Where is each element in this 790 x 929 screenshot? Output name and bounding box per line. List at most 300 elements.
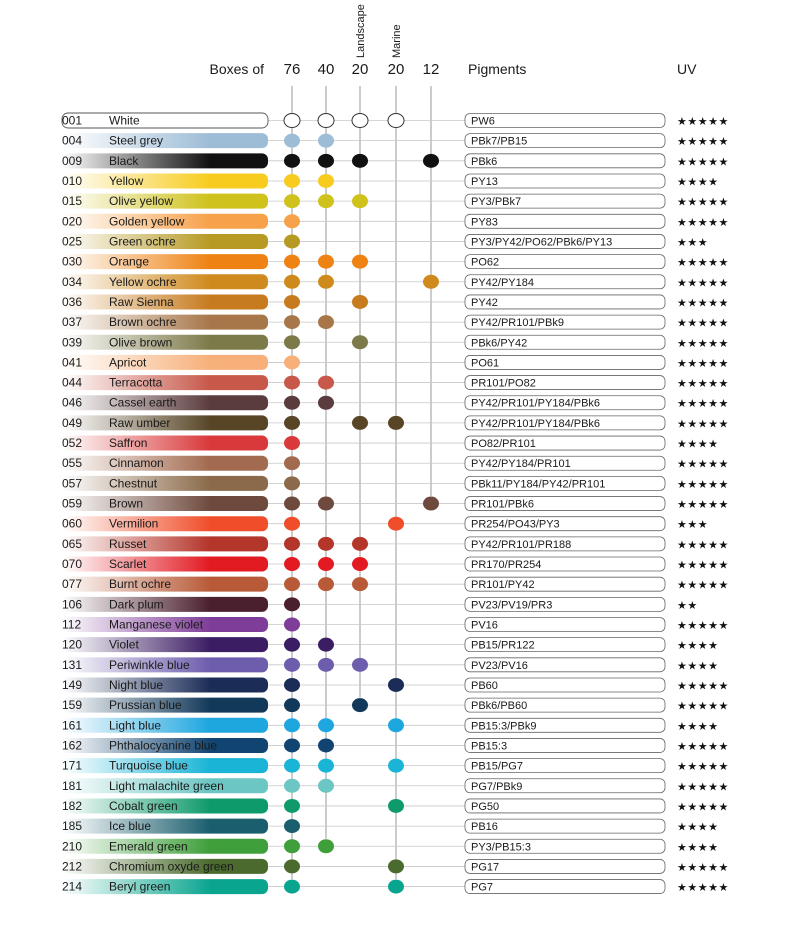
- color-swatch-bar: [62, 536, 268, 551]
- color-row: [62, 577, 729, 592]
- pigment-text: PBk6/PY42: [471, 337, 528, 350]
- color-swatch-bar: [62, 113, 268, 128]
- box-dot-2: [352, 295, 368, 309]
- color-code: 020: [62, 214, 83, 229]
- pigment-box: [465, 114, 665, 128]
- color-row: [62, 677, 729, 692]
- color-name: Turquoise blue: [109, 758, 188, 773]
- box-dot-3: [388, 718, 404, 732]
- pigment-text: PB15/PR122: [471, 639, 535, 652]
- color-code: 131: [62, 657, 83, 672]
- pigment-text: PG7/PBk9: [471, 780, 523, 793]
- color-code: 060: [62, 516, 83, 531]
- box-dot-1: [318, 537, 334, 551]
- color-row: [62, 395, 729, 410]
- color-name: Raw umber: [109, 415, 171, 430]
- color-row: [62, 133, 729, 148]
- box-dot-3: [388, 678, 404, 692]
- color-code: 106: [62, 597, 83, 612]
- color-code: 015: [62, 194, 83, 209]
- color-row: [62, 778, 729, 793]
- color-code: 162: [62, 738, 83, 753]
- box-dot-0: [284, 819, 300, 833]
- color-row: [62, 214, 729, 229]
- color-name: Orange: [109, 254, 150, 269]
- color-swatch-bar: [62, 637, 268, 652]
- uv-rating: ★★★★★: [677, 316, 729, 330]
- color-code: 052: [62, 436, 83, 451]
- color-row: [62, 657, 718, 672]
- box-dot-2: [352, 335, 368, 349]
- color-name: Russet: [109, 536, 147, 551]
- box-dot-1: [318, 154, 334, 168]
- box-dot-3: [388, 799, 404, 813]
- color-name: Periwinkle blue: [109, 657, 190, 672]
- color-row: [62, 476, 729, 491]
- pigment-text: PB15:3/PBk9: [471, 720, 537, 733]
- box-dot-0: [284, 355, 300, 369]
- box-dot-1: [318, 759, 334, 773]
- color-code: 161: [62, 718, 83, 733]
- uv-rating: ★★★★★: [677, 195, 729, 209]
- color-name: Prussian blue: [109, 698, 182, 713]
- uv-rating: ★★★★★: [677, 498, 729, 512]
- pigment-text: PB16: [471, 821, 498, 834]
- color-row: [62, 355, 729, 370]
- pigment-box: [465, 880, 665, 894]
- color-code: 034: [62, 274, 83, 289]
- box-dot-0: [284, 436, 300, 450]
- box-dot-0: [284, 134, 300, 148]
- box-dot-1: [318, 134, 334, 148]
- color-name: Violet: [109, 637, 139, 652]
- color-row: [62, 234, 708, 249]
- color-code: 159: [62, 698, 83, 713]
- color-row: [62, 315, 729, 330]
- box-dot-1: [318, 638, 334, 652]
- pigment-text: PO82/PR101: [471, 438, 536, 451]
- box-dot-0: [284, 597, 300, 611]
- pigment-text: PBk11/PY184/PY42/PR101: [471, 478, 606, 491]
- color-name: Golden yellow: [109, 214, 185, 229]
- box-dot-4: [423, 497, 439, 511]
- pigment-text: PW6: [471, 115, 495, 128]
- pigment-text: PY42: [471, 296, 498, 309]
- color-code: 171: [62, 758, 83, 773]
- box-dot-1: [318, 114, 334, 128]
- uv-rating: ★★★★: [677, 719, 719, 733]
- uv-rating: ★★★: [677, 518, 709, 532]
- color-swatch-bar: [62, 133, 268, 148]
- uv-rating: ★★★★★: [677, 800, 729, 814]
- color-code: 041: [62, 355, 83, 370]
- uv-rating: ★★★★★: [677, 477, 729, 491]
- color-row: [62, 597, 698, 612]
- color-row: [62, 274, 729, 289]
- color-row: [62, 698, 729, 713]
- color-name: Brown: [109, 496, 144, 511]
- color-swatch-bar: [62, 476, 268, 491]
- box-dot-3: [388, 859, 404, 873]
- pigment-text: PR170/PR254: [471, 559, 542, 572]
- pigment-text: PR101/PY42: [471, 579, 535, 592]
- color-name: Ice blue: [109, 819, 152, 834]
- box-dot-1: [318, 577, 334, 591]
- uv-rating: ★★★★★: [677, 155, 729, 169]
- uv-rating: ★★★★★: [677, 215, 729, 229]
- uv-rating: ★★★★★: [677, 619, 729, 632]
- uv-rating: ★★★★: [677, 820, 719, 834]
- box-dot-1: [318, 275, 334, 289]
- pigment-text: PY42/PR101/PY184/PBk6: [471, 417, 601, 430]
- box-dot-1: [318, 396, 334, 410]
- color-name: Green ochre: [109, 234, 176, 249]
- color-swatch-bar: [62, 173, 268, 188]
- color-row: [62, 798, 729, 813]
- color-row: [62, 415, 729, 430]
- color-code: 070: [62, 557, 83, 572]
- color-name: Manganese violet: [109, 617, 204, 632]
- color-row: [62, 879, 729, 894]
- color-code: 001: [62, 113, 83, 128]
- pigment-text: PG7: [471, 881, 494, 894]
- color-name: Steel grey: [109, 133, 164, 148]
- color-swatch-bar: [62, 153, 268, 168]
- color-row: [62, 173, 718, 188]
- box-dot-1: [318, 557, 334, 571]
- pigment-text: PR254/PO43/PY3: [471, 518, 560, 531]
- color-code: 182: [62, 798, 83, 813]
- color-code: 036: [62, 294, 83, 309]
- color-name: Black: [109, 153, 139, 168]
- color-code: 004: [62, 133, 83, 148]
- color-row: [62, 194, 729, 209]
- color-name: Yellow ochre: [109, 274, 177, 289]
- pigment-text: PY42/PY184: [471, 276, 534, 289]
- box-dot-3: [388, 759, 404, 773]
- color-name: Apricot: [109, 355, 147, 370]
- color-name: White: [109, 113, 140, 128]
- color-name: Light malachite green: [109, 778, 224, 793]
- color-row: [62, 153, 729, 168]
- color-swatch-bar: [62, 597, 268, 612]
- color-code: 009: [62, 153, 83, 168]
- color-row: [62, 496, 729, 511]
- box-dot-4: [423, 275, 439, 289]
- box-dot-0: [284, 295, 300, 309]
- box-dot-0: [284, 174, 300, 188]
- pigment-text: PG50: [471, 800, 500, 813]
- uv-rating: ★★★★★: [677, 780, 729, 794]
- pigment-text: PY42/PR101/PR188: [471, 538, 572, 551]
- color-name: Terracotta: [109, 375, 163, 390]
- box-dot-0: [284, 517, 300, 531]
- uv-rating: ★★★★★: [677, 356, 729, 370]
- box-dot-0: [284, 255, 300, 269]
- uv-rating: ★★★★★: [677, 881, 729, 895]
- color-row: [62, 375, 729, 390]
- color-code: 120: [62, 637, 83, 652]
- color-code: 049: [62, 415, 83, 430]
- box-dot-1: [318, 174, 334, 188]
- box-dot-0: [284, 557, 300, 571]
- color-code: 212: [62, 859, 83, 874]
- color-code: 210: [62, 839, 83, 854]
- uv-rating: ★★★★★: [677, 256, 729, 270]
- box-dot-1: [318, 255, 334, 269]
- color-code: 046: [62, 395, 83, 410]
- box-dot-2: [352, 577, 368, 591]
- pigment-text: PY3/PY42/PO62/PBk6/PY13: [471, 236, 613, 249]
- box-dot-2: [352, 557, 368, 571]
- color-code: 030: [62, 254, 83, 269]
- box-dot-2: [352, 698, 368, 712]
- uv-header: UV: [677, 61, 697, 77]
- pigment-text: PB60: [471, 679, 498, 692]
- color-code: 039: [62, 335, 83, 350]
- box-dot-0: [284, 335, 300, 349]
- uv-rating: ★★★★★: [677, 739, 729, 753]
- pigment-text: PY3/PB15:3: [471, 841, 531, 854]
- color-name: Cinnamon: [109, 456, 164, 471]
- box-dot-0: [284, 759, 300, 773]
- pigment-text: PO61: [471, 357, 500, 370]
- box-count-3: 20: [387, 61, 405, 78]
- color-swatch-bar: [62, 819, 268, 834]
- box-dot-1: [318, 658, 334, 672]
- color-code: 055: [62, 456, 83, 471]
- pigment-text: PY3/PBk7: [471, 196, 522, 209]
- color-swatch-bar: [62, 254, 268, 269]
- box-dot-2: [352, 255, 368, 269]
- box-dot-0: [284, 658, 300, 672]
- box-dot-0: [284, 779, 300, 793]
- color-name: Vermilion: [109, 516, 159, 531]
- box-dot-2: [352, 658, 368, 672]
- uv-rating: ★★★★: [677, 175, 719, 189]
- box-dot-0: [284, 839, 300, 853]
- color-code: 057: [62, 476, 83, 491]
- color-row: [62, 557, 729, 572]
- color-code: 214: [62, 879, 83, 894]
- pigment-text: PY42/PY184/PR101: [471, 458, 571, 471]
- box-dot-2: [352, 537, 368, 551]
- box-caption-2: Landscape: [355, 4, 367, 58]
- color-row: [62, 758, 729, 773]
- color-name: Emerald green: [109, 839, 188, 854]
- color-name: Cobalt green: [109, 798, 178, 813]
- color-name: Yellow: [109, 173, 144, 188]
- color-name: Brown ochre: [109, 315, 177, 330]
- color-code: 037: [62, 315, 83, 330]
- box-dot-0: [284, 718, 300, 732]
- box-dot-2: [352, 114, 368, 128]
- color-swatch-bar: [62, 436, 268, 451]
- box-dot-0: [284, 376, 300, 390]
- uv-rating: ★★★★★: [677, 115, 729, 128]
- box-count-4: 12: [422, 61, 440, 78]
- color-row: [62, 859, 729, 874]
- color-code: 077: [62, 577, 83, 592]
- pigment-text: PBk6/PB60: [471, 700, 528, 713]
- color-row: [62, 335, 729, 350]
- box-dot-0: [284, 698, 300, 712]
- uv-rating: ★★★★★: [677, 336, 729, 350]
- box-dot-0: [284, 638, 300, 652]
- color-name: Cassel earth: [109, 395, 177, 410]
- pigment-text: PY83: [471, 216, 498, 229]
- color-row: [62, 536, 729, 551]
- pigment-text: PO62: [471, 256, 500, 269]
- pigment-text: PB15/PG7: [471, 760, 523, 773]
- box-dot-0: [284, 577, 300, 591]
- color-row: [62, 617, 729, 632]
- box-dot-2: [352, 416, 368, 430]
- color-name: Dark plum: [109, 597, 164, 612]
- box-dot-0: [284, 497, 300, 511]
- box-dot-3: [388, 114, 404, 128]
- box-dot-1: [318, 194, 334, 208]
- box-dot-1: [318, 497, 334, 511]
- box-dot-1: [318, 376, 334, 390]
- pigment-text: PR101/PO82: [471, 377, 536, 390]
- color-name: Saffron: [109, 436, 148, 451]
- uv-rating: ★★★★: [677, 639, 719, 653]
- uv-rating: ★★★★★: [677, 538, 729, 552]
- box-dot-0: [284, 456, 300, 470]
- uv-rating: ★★★★★: [677, 699, 729, 713]
- box-dot-0: [284, 396, 300, 410]
- pigment-text: PY13: [471, 175, 498, 188]
- color-name: Scarlet: [109, 557, 147, 572]
- pigment-text: PBk7/PB15: [471, 135, 528, 148]
- pigment-text: PR101/PBk6: [471, 498, 534, 511]
- box-dot-0: [284, 194, 300, 208]
- color-row: [62, 113, 729, 128]
- box-dot-0: [284, 234, 300, 248]
- color-code: 044: [62, 375, 83, 390]
- uv-rating: ★★★★★: [677, 558, 729, 572]
- pigment-text: PB15:3: [471, 740, 508, 753]
- color-code: 059: [62, 496, 83, 511]
- box-dot-3: [388, 416, 404, 430]
- pigment-text: PY42/PR101/PY184/PBk6: [471, 397, 601, 410]
- color-name: Chestnut: [109, 476, 158, 491]
- uv-rating: ★★★★★: [677, 578, 729, 592]
- color-row: [62, 254, 729, 269]
- uv-rating: ★★★★★: [677, 457, 729, 471]
- color-name: Burnt ochre: [109, 577, 172, 592]
- box-dot-2: [352, 194, 368, 208]
- pigment-text: PV16: [471, 619, 498, 632]
- box-caption-3: Marine: [391, 24, 403, 58]
- color-code: 181: [62, 778, 83, 793]
- color-row: [62, 738, 729, 753]
- box-dot-1: [318, 839, 334, 853]
- box-dot-1: [318, 738, 334, 752]
- color-name: Olive brown: [109, 335, 173, 350]
- color-row: [62, 456, 729, 471]
- uv-rating: ★★★★★: [677, 860, 729, 874]
- box-dot-0: [284, 678, 300, 692]
- uv-rating: ★★★★★: [677, 296, 729, 310]
- box-dot-0: [284, 416, 300, 430]
- uv-rating: ★★★★★: [677, 417, 729, 431]
- box-count-1: 40: [317, 61, 335, 78]
- uv-rating: ★★★★★: [677, 135, 729, 149]
- pigments-header: Pigments: [468, 61, 527, 77]
- color-name: Beryl green: [109, 879, 171, 894]
- color-code: 065: [62, 536, 83, 551]
- pigment-text: PV23/PV19/PR3: [471, 599, 553, 612]
- box-dot-0: [284, 315, 300, 329]
- box-dot-0: [284, 154, 300, 168]
- box-dot-0: [284, 859, 300, 873]
- box-dot-3: [388, 517, 404, 531]
- box-count-2: 20: [351, 61, 369, 78]
- color-row: [62, 637, 718, 652]
- uv-rating: ★★★★: [677, 840, 719, 854]
- color-name: Phthalocyanine blue: [109, 738, 218, 753]
- color-code: 010: [62, 173, 83, 188]
- uv-rating: ★★★★★: [677, 397, 729, 411]
- color-row: [62, 819, 718, 834]
- boxes-of-label: Boxes of: [209, 61, 264, 77]
- color-swatch-bar: [62, 456, 268, 471]
- pigment-text: PG17: [471, 861, 500, 874]
- box-dot-4: [423, 154, 439, 168]
- box-dot-0: [284, 880, 300, 894]
- box-dot-0: [284, 537, 300, 551]
- box-dot-3: [388, 880, 404, 894]
- box-dot-0: [284, 476, 300, 490]
- box-dot-1: [318, 779, 334, 793]
- pigment-text: PV23/PV16: [471, 659, 528, 672]
- color-name: Olive yellow: [109, 194, 174, 209]
- color-row: [62, 516, 708, 531]
- color-code: 149: [62, 677, 83, 692]
- box-dot-0: [284, 275, 300, 289]
- uv-rating: ★★★★: [677, 437, 719, 451]
- uv-rating: ★★★★★: [677, 276, 729, 290]
- color-swatch-bar: [62, 718, 268, 733]
- color-name: Night blue: [109, 677, 164, 692]
- color-name: Chromium oxyde green: [109, 859, 234, 874]
- color-name: Light blue: [109, 718, 162, 733]
- color-swatch-bar: [62, 375, 268, 390]
- box-dot-0: [284, 618, 300, 632]
- box-dot-1: [318, 315, 334, 329]
- color-swatch-bar: [62, 516, 268, 531]
- pigment-text: PBk6: [471, 155, 498, 168]
- color-code: 112: [62, 617, 82, 632]
- uv-rating: ★★★★★: [677, 760, 729, 774]
- color-row: [62, 839, 718, 854]
- color-swatch-bar: [62, 355, 268, 370]
- color-swatch-bar: [62, 557, 268, 572]
- uv-rating: ★★★: [677, 235, 709, 249]
- uv-rating: ★★★★★: [677, 679, 729, 693]
- color-swatch-bar: [62, 496, 268, 511]
- box-dot-0: [284, 214, 300, 228]
- uv-rating: ★★★★★: [677, 377, 729, 391]
- box-dot-0: [284, 738, 300, 752]
- box-dot-1: [318, 718, 334, 732]
- box-dot-2: [352, 154, 368, 168]
- uv-rating: ★★★★: [677, 659, 719, 673]
- color-code: 025: [62, 234, 83, 249]
- color-code: 185: [62, 819, 83, 834]
